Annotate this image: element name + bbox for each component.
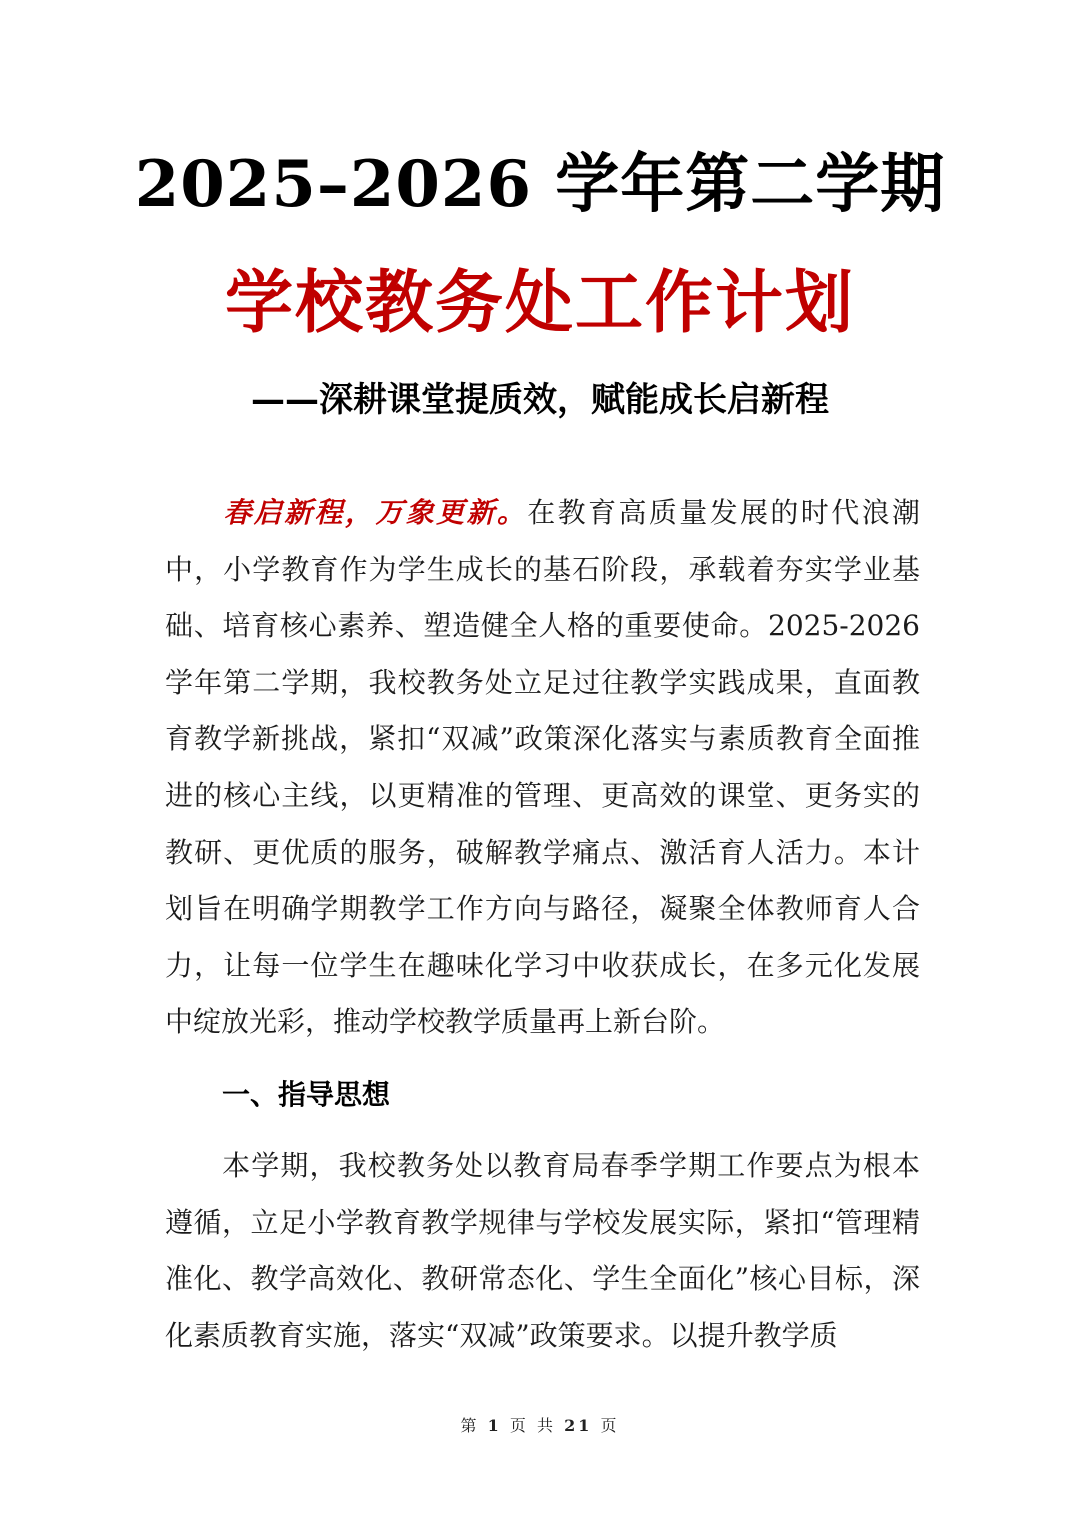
document-title-main: 学校教务处工作计划 (224, 263, 855, 343)
guiding-ideology-text: 本学期，我校教务处以教育局春季学期工作要点为根本遵循，立足小学教育教学规律与学校发展实际，紧扣“管理精准化、教学高效化、教研常态化、学生全面化”核心目标，深化素质教育实施，落实“双减”政策要求。以提升教学质 (165, 1149, 920, 1352)
footer-suffix: 页 (600, 1416, 620, 1435)
intro-lead-phrase: 春启新程，万象更新。 (221, 496, 528, 529)
intro-text: 在教育高质量发展的时代浪潮中，小学教育作为学生成长的基石阶段，承载着夯实学业基础、培育核心素养、塑造健全人格的重要使命。2025-2026 学年第二学期，我校教务处立足过往教学实践成果，直面教育教学新挑战，紧扣“双减”政策深化落实与素质教育全面推进的核心主线，以更精准的管理、更高效的课堂、更务实的教研、更优质的服务，破解教学痛点、激活育人活力。本计划旨在明确学期教学工作方向与路径，凝聚全体教师育人合力，让每一位学生在趣味化学习中收获成长，在多元化发展中绽放光彩，推动学校教学质量再上新台阶。 (165, 496, 920, 1039)
footer-prefix: 第 (460, 1416, 480, 1435)
document-title-year: 2025–2026 学年第二学期 (134, 147, 946, 222)
guiding-ideology-paragraph (165, 1138, 920, 1364)
footer-current-page: 1 (487, 1416, 502, 1435)
footer-total-pages: 21 (564, 1416, 593, 1435)
intro-paragraph (165, 485, 920, 1051)
footer-middle: 页 共 (509, 1416, 556, 1435)
section-heading-guiding-ideology: 一、指导思想 (222, 1078, 391, 1111)
page-footer (0, 1414, 1080, 1438)
document-subtitle: ——深耕课堂提质效，赋能成长启新程 (251, 380, 829, 420)
